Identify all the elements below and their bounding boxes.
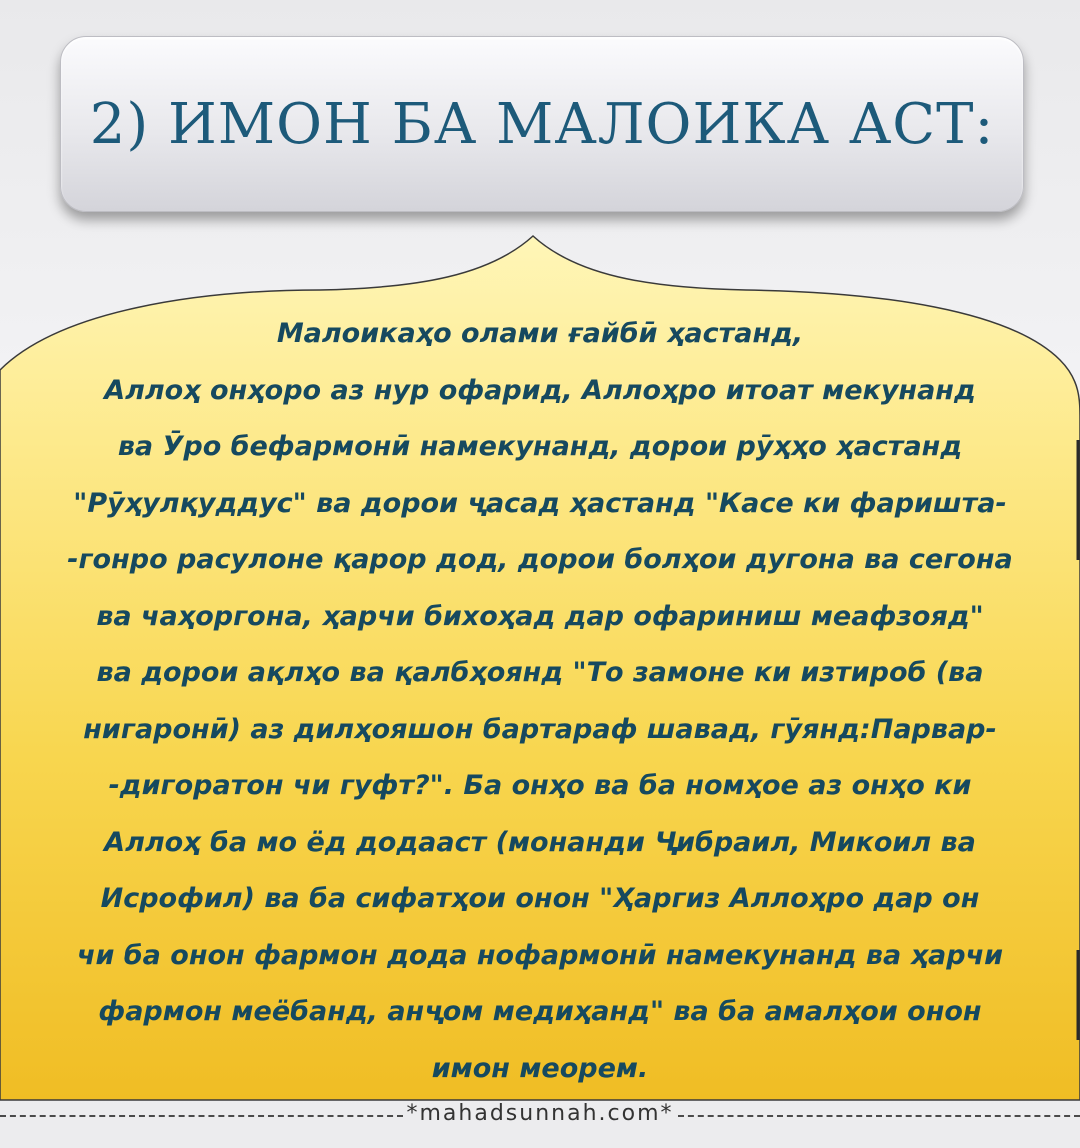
- body-line: фармон меёбанд, анҷом медиҳанд" ва ба амалҳои онон: [98, 996, 982, 1027]
- body-line: ва чаҳоргона, ҳарчи бихоҳад дар офариниш меафзояд": [96, 600, 984, 632]
- footer-divider-right: [678, 1115, 1080, 1117]
- body-line: Исрофил) ва ба сифатҳои онон "Ҳаргиз Аллоҳро дар он: [100, 883, 980, 914]
- body-line: нигаронӣ) аз дилҳояшон бартараф шавад, гӯянд:Парвар-: [83, 713, 997, 745]
- body-line: -гонро расулоне қарор дод, дорои болҳои дугона ва сегона: [67, 544, 1013, 575]
- body-line: Аллоҳ онҳоро аз нур офарид, Аллоҳро итоат мекунанд: [104, 374, 976, 406]
- body-line: имон меорем.: [431, 1052, 649, 1084]
- website-link[interactable]: *mahadsunnah.com*: [406, 1100, 674, 1126]
- footer-bar: [0, 1098, 1080, 1128]
- body-line: -дигоратон чи гуфт?". Ба онҳо ва ба номҳое аз онҳо ки: [108, 770, 972, 801]
- body-line: чи ба онон фармон дода нофармонӣ намекунанд ва ҳарчи: [76, 939, 1004, 971]
- body-line: ва дорои ақлҳо ва қалбҳоянд "То замоне ки изтироб (ва: [96, 657, 984, 688]
- body-line: "Рӯҳулқуддус" ва дорои ҷасад ҳастанд "Касе ки фаришта-: [73, 487, 1007, 519]
- body-line: Аллоҳ ба мо ёд додааст (монанди Ҷибраил, Микоил ва: [104, 826, 976, 858]
- footer-divider-left: [0, 1115, 403, 1117]
- body-paragraph: [20, 306, 1060, 1097]
- body-line: ва Ӯро бефармонӣ намекунанд, дорои рӯҳҳо ҳастанд: [117, 431, 963, 462]
- body-line: Малоикаҳо олами ғайбӣ ҳастанд,: [276, 318, 804, 349]
- title-banner: [60, 36, 1024, 212]
- page-title: 2) ИМОН БА МАЛОИКА АСТ:: [89, 91, 995, 157]
